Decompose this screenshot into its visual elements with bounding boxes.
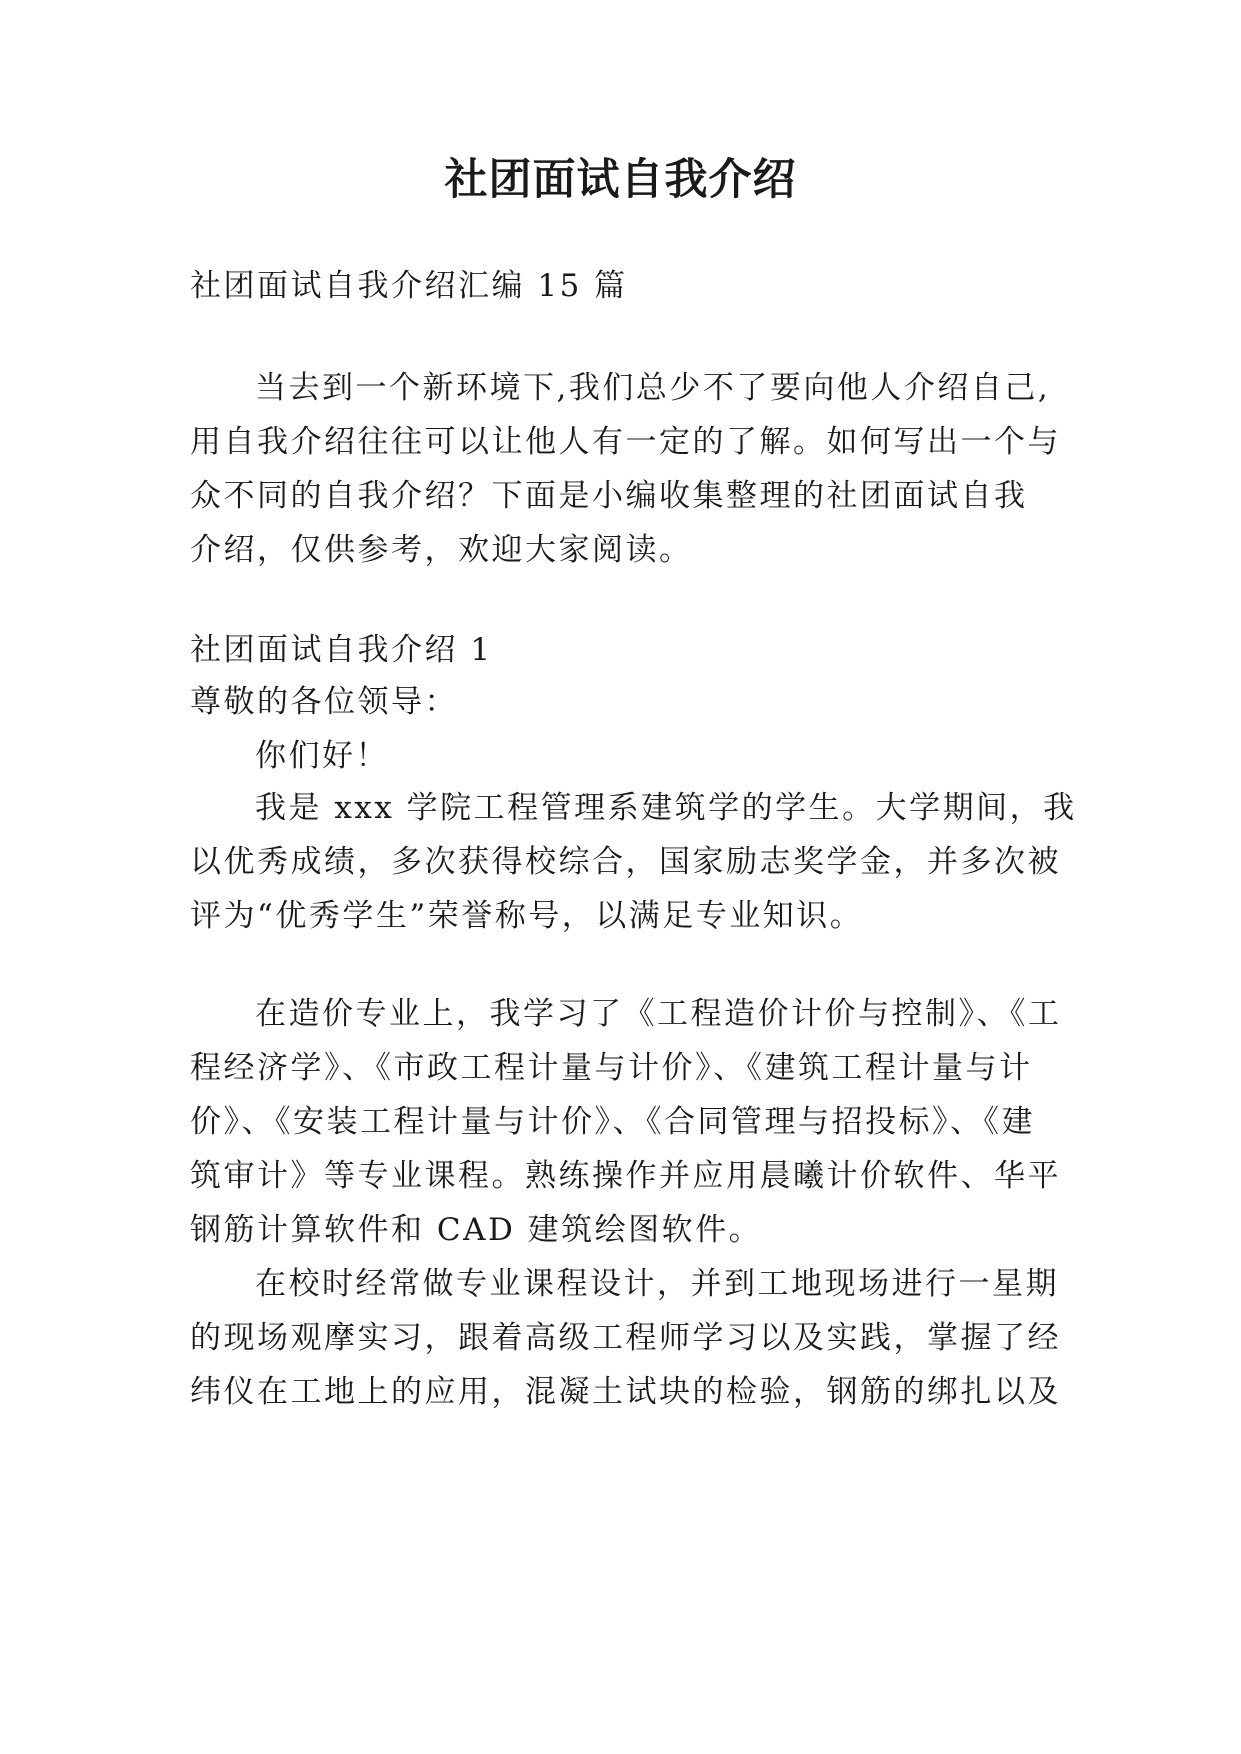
intro-line-2: 用自我介绍往往可以让他人有一定的了解。如何写出一个与 [190,424,1061,460]
paragraph2-line-3: 价》、《安装工程计量与计价》、《合同管理与招投标》、《建 [190,1104,1035,1140]
paragraph2-line-5: 钢筋计算软件和 CAD 建筑绘图软件。 [190,1212,763,1248]
greeting: 你们好！ [255,738,389,774]
paragraph1-line-1: 我是 xxx 学院工程管理系建筑学的学生。大学期间，我 [255,790,1077,826]
paragraph1-line-3: 评为“优秀学生”荣誉称号，以满足专业知识。 [190,898,864,934]
section-heading: 社团面试自我介绍 1 [190,632,493,668]
intro-line-3: 众不同的自我介绍？下面是小编收集整理的社团面试自我 [190,478,1028,514]
document-subtitle: 社团面试自我介绍汇编 15 篇 [190,268,628,304]
paragraph3-line-3: 纬仪在工地上的应用，混凝土试块的检验，钢筋的绑扎以及 [190,1374,1061,1410]
paragraph3-line-2: 的现场观摩实习，跟着高级工程师学习以及实践，掌握了经 [190,1320,1061,1356]
paragraph2-line-2: 程经济学》、《市政工程计量与计价》、《建筑工程计量与计 [190,1050,1033,1086]
document-title: 社团面试自我介绍 [444,155,797,205]
paragraph2-line-4: 筑审计》等专业课程。熟练操作并应用晨曦计价软件、华平 [190,1158,1061,1194]
salutation: 尊敬的各位领导： [190,684,458,720]
intro-line-1: 当去到一个新环境下,我们总少不了要向他人介绍自己, [255,370,1051,406]
intro-line-4: 介绍，仅供参考，欢迎大家阅读。 [190,532,693,568]
paragraph1-line-2: 以优秀成绩，多次获得校综合，国家励志奖学金，并多次被 [190,844,1061,880]
paragraph3-line-1: 在校时经常做专业课程设计，并到工地现场进行一星期 [255,1266,1059,1302]
paragraph2-line-1: 在造价专业上，我学习了《工程造价计价与控制》、《工 [255,996,1062,1032]
